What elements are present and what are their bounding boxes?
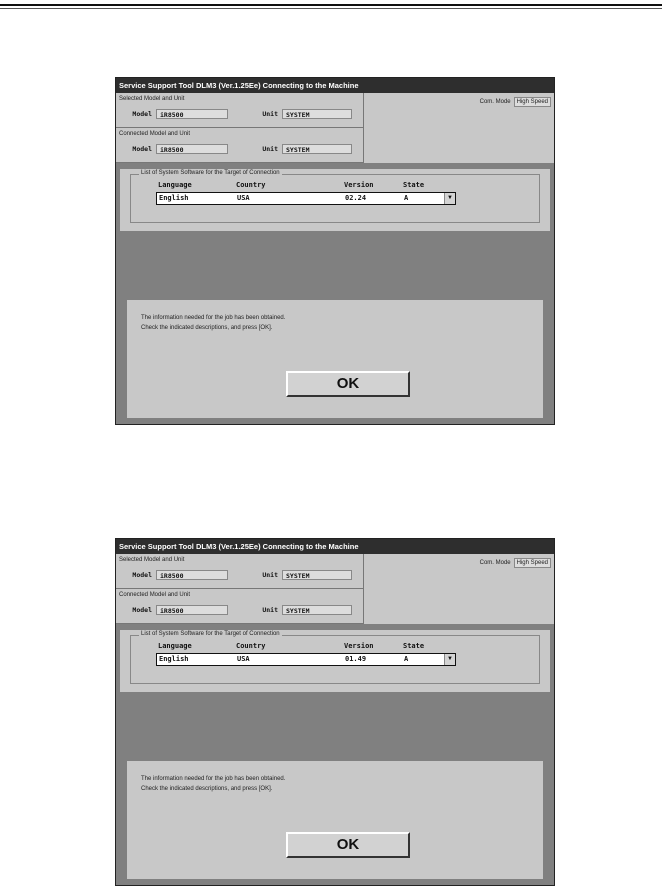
model-label: Model — [132, 571, 152, 579]
connect-window-2 — [115, 538, 555, 886]
row-version: 01.49 — [345, 655, 367, 663]
dropdown-arrow-icon[interactable]: ▼ — [444, 654, 455, 665]
ok-button[interactable]: OK — [286, 832, 410, 858]
col-state: State — [403, 181, 425, 189]
comm-mode-label: Com. Mode — [479, 99, 511, 105]
unit-label: Unit — [262, 110, 278, 118]
software-list-panel — [120, 630, 550, 692]
selected-unit-value: SYSTEM — [282, 109, 352, 119]
message-panel — [127, 761, 543, 879]
row-country: USA — [237, 194, 250, 202]
software-select[interactable] — [156, 653, 456, 666]
software-list-panel — [120, 169, 550, 231]
message-line-2: Check the indicated descriptions, and press [OK]. — [141, 325, 273, 331]
row-state: A — [404, 194, 409, 202]
col-language: Language — [158, 642, 192, 650]
window-title: Service Support Tool DLM3 (Ver.1.25Ee) Connecting to the Machine — [116, 539, 554, 554]
connected-model-value: iR8500 — [156, 605, 228, 615]
col-country: Country — [236, 642, 266, 650]
row-language: English — [159, 194, 189, 202]
comm-mode-value: High Speed — [514, 97, 551, 107]
message-panel — [127, 300, 543, 418]
row-language: English — [159, 655, 189, 663]
selected-group-title: Selected Model and Unit — [119, 557, 185, 563]
col-version: Version — [344, 642, 374, 650]
comm-mode-value: High Speed — [514, 558, 551, 568]
selected-unit-value: SYSTEM — [282, 570, 352, 580]
message-line-1: The information needed for the job has been obtained. — [141, 776, 286, 782]
selected-group-title: Selected Model and Unit — [119, 96, 185, 102]
software-list-title: List of System Software for the Target of Connection — [141, 631, 280, 637]
connected-model-value: iR8500 — [156, 144, 228, 154]
connected-unit-value: SYSTEM — [282, 605, 352, 615]
software-list-title: List of System Software for the Target of Connection — [141, 170, 280, 176]
header-rule — [0, 4, 662, 6]
connected-unit-value: SYSTEM — [282, 144, 352, 154]
model-label: Model — [132, 145, 152, 153]
connected-model-group — [116, 589, 363, 624]
unit-label: Unit — [262, 606, 278, 614]
header-rule-thin — [0, 8, 662, 9]
message-line-2: Check the indicated descriptions, and press [OK]. — [141, 786, 273, 792]
model-label: Model — [132, 606, 152, 614]
connected-group-title: Connected Model and Unit — [119, 131, 191, 137]
unit-label: Unit — [262, 571, 278, 579]
software-select[interactable] — [156, 192, 456, 205]
dropdown-arrow-icon[interactable]: ▼ — [444, 193, 455, 204]
comm-mode-label: Com. Mode — [479, 560, 511, 566]
model-label: Model — [132, 110, 152, 118]
ok-button[interactable]: OK — [286, 371, 410, 397]
connected-model-group — [116, 128, 363, 163]
message-line-1: The information needed for the job has been obtained. — [141, 315, 286, 321]
selected-model-group — [116, 554, 363, 589]
connected-group-title: Connected Model and Unit — [119, 592, 191, 598]
row-country: USA — [237, 655, 250, 663]
connect-window-1 — [115, 77, 555, 425]
row-version: 02.24 — [345, 194, 367, 202]
window-title: Service Support Tool DLM3 (Ver.1.25Ee) Connecting to the Machine — [116, 78, 554, 93]
col-language: Language — [158, 181, 192, 189]
row-state: A — [404, 655, 409, 663]
col-version: Version — [344, 181, 374, 189]
col-country: Country — [236, 181, 266, 189]
selected-model-value: iR8500 — [156, 109, 228, 119]
unit-label: Unit — [262, 145, 278, 153]
selected-model-value: iR8500 — [156, 570, 228, 580]
col-state: State — [403, 642, 425, 650]
selected-model-group — [116, 93, 363, 128]
